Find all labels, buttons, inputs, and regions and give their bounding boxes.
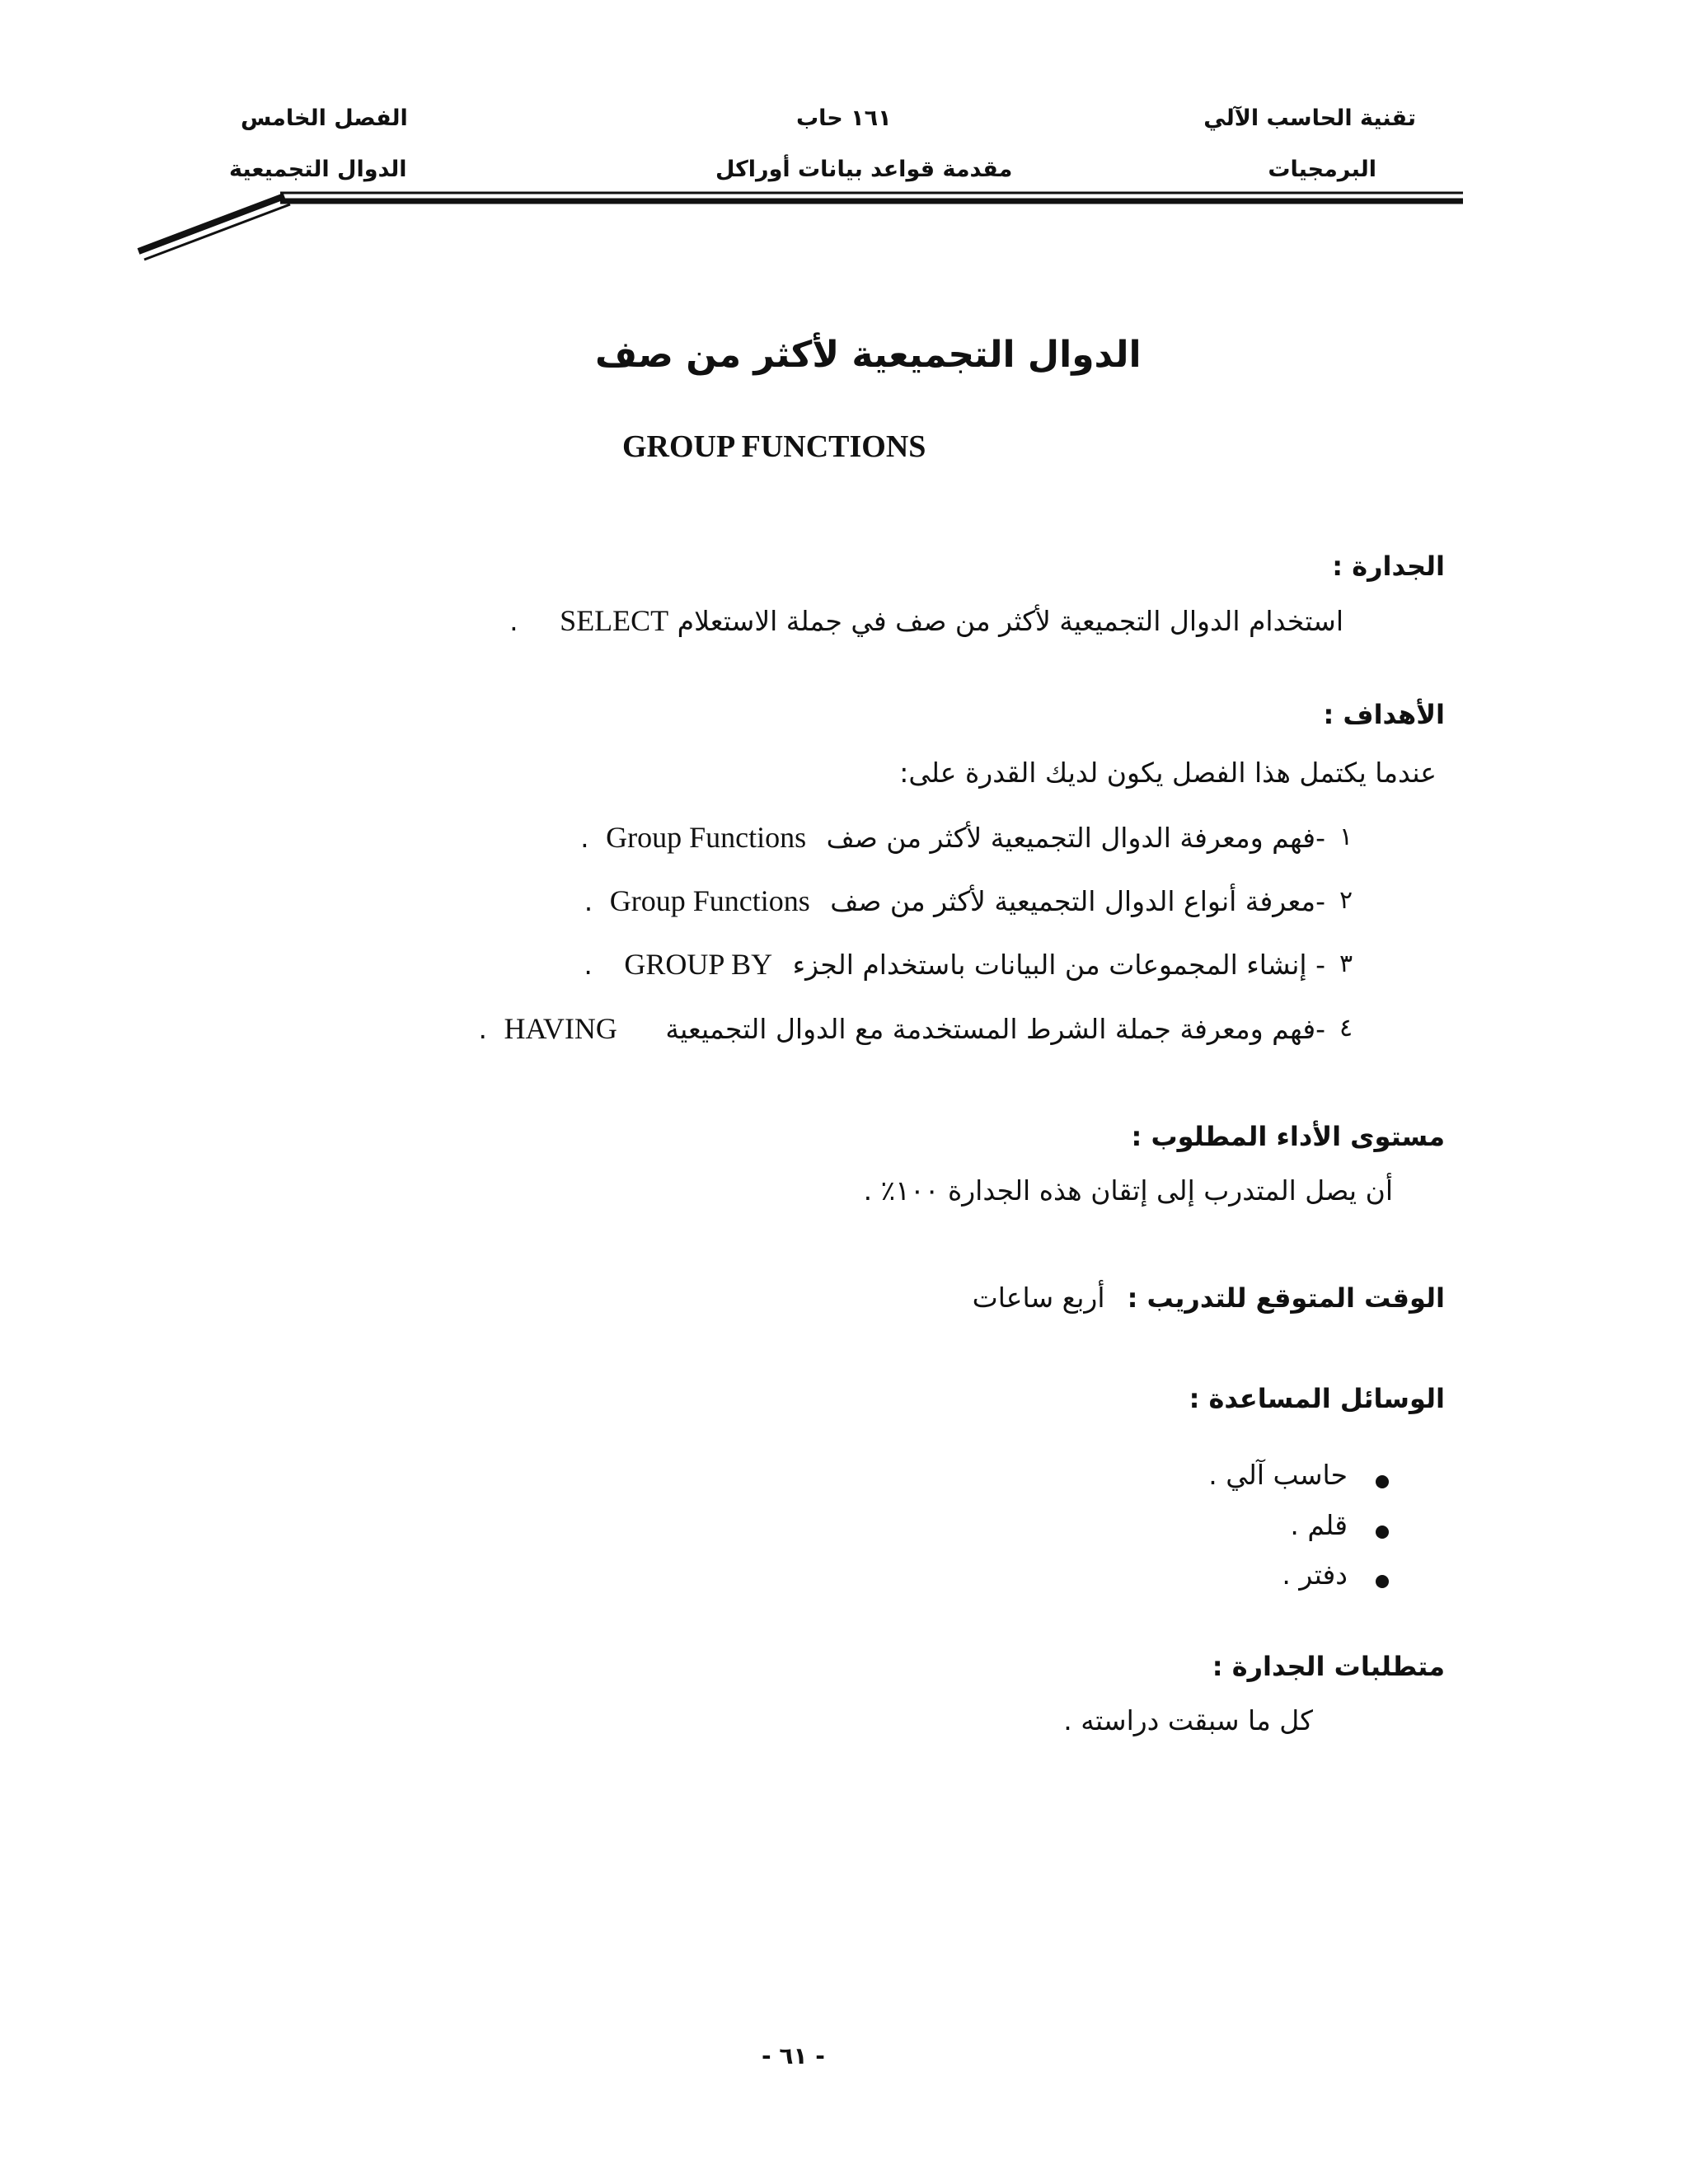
header-chapter-title: الدوال التجميعية (229, 157, 407, 182)
objectives-intro: عندما يكتمل هذا الفصل يكون لديك القدرة على: (899, 757, 1437, 789)
aid-item: دفتر . (1282, 1558, 1348, 1591)
select-keyword: SELECT (560, 604, 669, 637)
performance-heading: مستوى الأداء المطلوب : (1131, 1121, 1445, 1152)
objective-number: ١ (1339, 823, 1353, 851)
header-specialty: البرمجيات (1268, 157, 1376, 182)
aid-item: حاسب آلي . (1208, 1459, 1348, 1491)
bullet-icon (1376, 1475, 1389, 1488)
objective-item: -فهم ومعرفة الدوال التجميعية لأكثر من صف Group Functions . (580, 821, 1325, 854)
performance-text: أن يصل المتدرب إلى إتقان هذه الجدارة ١٠٠٪ . (863, 1174, 1393, 1207)
header-divider (0, 0, 1688, 272)
objective-number: ٤ (1339, 1014, 1353, 1043)
objective-number: ٣ (1339, 949, 1353, 978)
aids-heading: الوسائل المساعدة : (1189, 1383, 1445, 1414)
training-time-heading: الوقت المتوقع للتدريب : (1127, 1282, 1445, 1314)
objective-item: - إنشاء المجموعات من البيانات باستخدام الجزء GROUP BY . (584, 948, 1325, 981)
header-course-name: مقدمة قواعد بيانات أوراكل (715, 157, 1013, 182)
requirements-text: كل ما سبقت دراسته . (1063, 1704, 1313, 1736)
page-title-english: GROUP FUNCTIONS (622, 429, 926, 464)
page-number: - ٦١ - (762, 2042, 825, 2069)
competency-text: استخدام الدوال التجميعية لأكثر من صف في جملة الاستعلام SELECT . (509, 604, 1343, 637)
objective-item: -معرفة أنواع الدوال التجميعية لأكثر من صف Group Functions . (584, 884, 1325, 917)
page-title: الدوال التجميعية لأكثر من صف (595, 334, 1142, 376)
training-time-value: أربع ساعات (972, 1282, 1105, 1314)
training-time (973, 1282, 1445, 1314)
bullet-icon (1376, 1575, 1389, 1588)
header-department: تقنية الحاسب الآلي (1203, 105, 1416, 131)
objective-number: ٢ (1339, 886, 1353, 915)
header-course-code: ١٦١ حاب (796, 105, 892, 131)
objectives-heading: الأهداف : (1323, 699, 1445, 730)
objective-item: -فهم ومعرفة جملة الشرط المستخدمة مع الدوال التجميعية HAVING . (478, 1012, 1325, 1045)
bullet-icon (1376, 1526, 1389, 1539)
requirements-heading: متطلبات الجدارة : (1212, 1651, 1445, 1682)
aid-item: قلم . (1290, 1509, 1348, 1541)
header-chapter: الفصل الخامس (241, 105, 408, 131)
competency-heading: الجدارة : (1332, 551, 1445, 582)
